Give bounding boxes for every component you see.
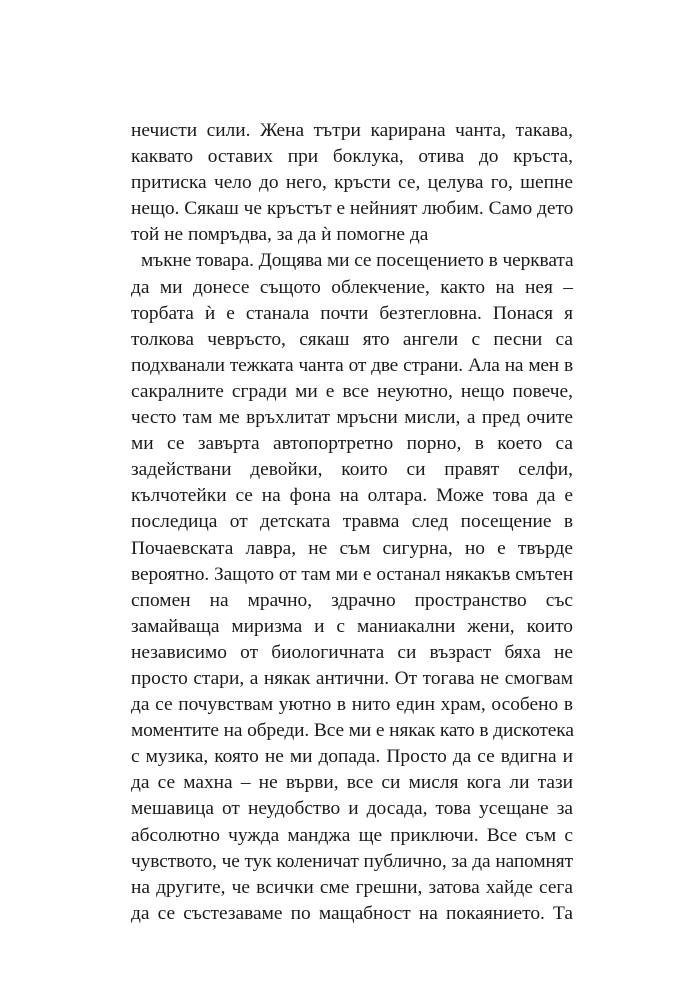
text-line: последица от детската травма след посещение в: [131, 511, 573, 533]
text-line: да се състезаваме по мащабност на покаянието. Та: [131, 902, 573, 924]
text-line: мешавица от неудобство и досада, това усещане за: [131, 798, 573, 820]
text-line: спомен на мрачно, здрачно пространство със: [131, 589, 573, 611]
text-line: с музика, която не ми допада. Просто да се вдигна и: [131, 746, 573, 768]
text-line: кълчотейки се на фона на олтара. Може това да е: [131, 485, 573, 507]
text-line: сакралните сгради ми е все неуютно, нещо повече,: [131, 380, 573, 402]
text-line: каквато оставих при боклука, отива до кръста,: [131, 146, 573, 168]
text-line: мъкне товара. Дощява ми се посещението в черквата: [141, 250, 574, 272]
text-line: Почаевската лавра, не съм сигурна, но е твърде: [131, 537, 573, 559]
text-line: да се махна – не върви, все си мисля кога ли тази: [131, 772, 573, 794]
body-text: [131, 118, 573, 927]
text-line: торбата ѝ е станала почти безтегловна. Понася я: [131, 302, 573, 324]
text-line: толкова чевръсто, сякаш ято ангели с песни са: [131, 328, 573, 350]
text-line: нещо. Сякаш че кръстът е нейният любим. Само дето: [131, 198, 574, 220]
text-line: чувството, че тук коленичат публично, за да напомнят: [131, 850, 573, 872]
text-line: често там ме връхлитат мръсни мисли, а пред очите: [131, 407, 573, 429]
text-line: вероятно. Защото от там ми е останал някакъв смътен: [131, 563, 573, 585]
text-line: ми се завърта автопортретно порно, в което са: [131, 433, 573, 455]
text-line: просто стари, а някак антични. От тогава не смогвам: [131, 667, 573, 689]
text-line: на другите, че всички сме грешни, затова хайде сега: [131, 876, 573, 898]
text-line: моментите на обреди. Все ми е някак като в дискотека: [131, 720, 574, 742]
text-line: независимо от биологичната си възраст бяха не: [131, 641, 573, 663]
text-line: притиска чело до него, кръсти се, целува го, шепне: [131, 172, 573, 194]
text-line: задействани девойки, които си правят селфи,: [131, 459, 573, 481]
text-line: да се почувствам уютно в нито един храм, особено в: [131, 694, 573, 716]
text-line: подхванали тежката чанта от две страни. Ала на мен в: [131, 354, 573, 376]
text-line: той не помръдва, за да ѝ помогне да: [131, 224, 429, 246]
text-line: замайваща миризма и с маниакални жени, които: [131, 615, 573, 637]
text-line: нечисти сили. Жена тътри карирана чанта, такава,: [131, 120, 573, 141]
text-line: да ми донесе същото облекчение, както на нея –: [131, 276, 573, 298]
text-line: абсолютно чужда манджа ще приключи. Все съм с: [131, 824, 573, 846]
